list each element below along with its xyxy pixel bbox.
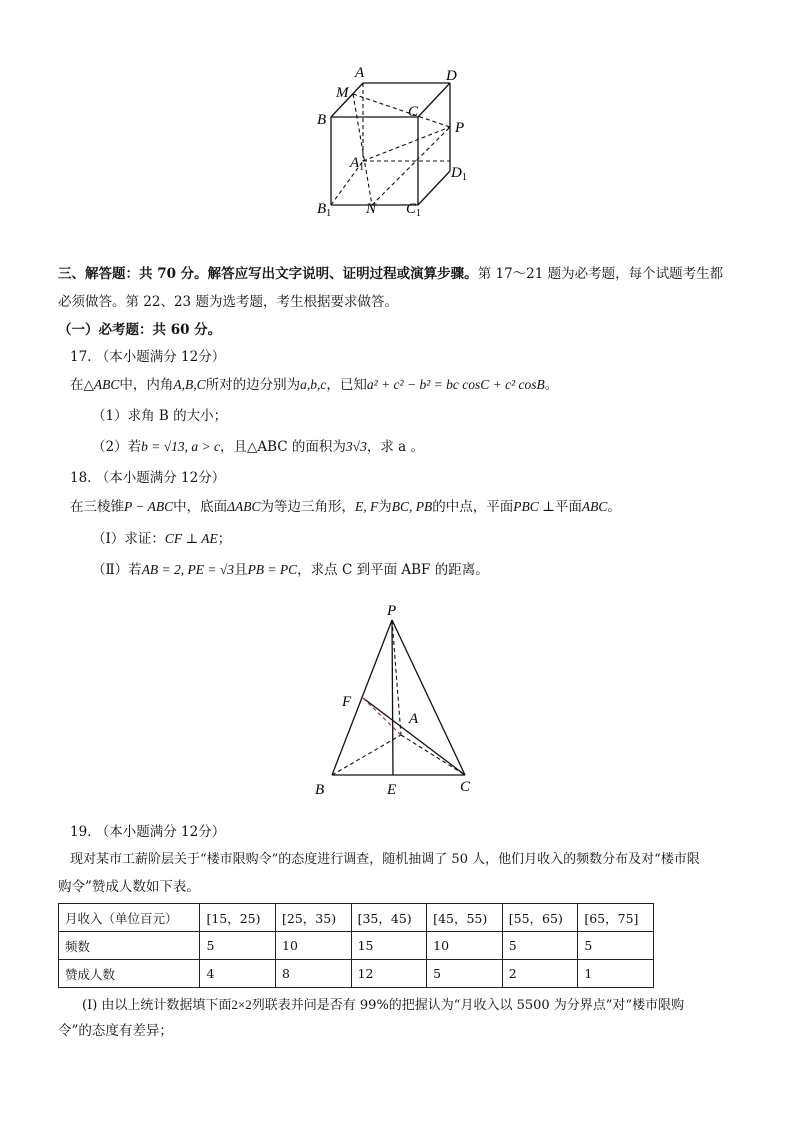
table-cell: 10 — [427, 932, 503, 960]
section-title-line — [58, 264, 723, 284]
q17-stem-tri: △ABC — [83, 377, 120, 392]
q18-stem-perp: PBC ⊥ — [513, 499, 555, 514]
q19-part1 — [82, 995, 684, 1016]
q18-stem-end: 。 — [607, 499, 621, 515]
q17-stem — [70, 375, 558, 395]
q17-p2-end: ，求 a 。 — [366, 439, 424, 455]
q18-stem — [70, 497, 621, 517]
pyramid-figure — [305, 598, 485, 803]
table-cell: 15 — [351, 932, 427, 960]
cube-label-p: P — [455, 120, 465, 136]
q19-line2: 购令”赞成人数如下表。 — [58, 879, 200, 895]
table-cell: 5 — [502, 932, 578, 960]
cube-label-m: M — [336, 85, 349, 101]
q18-stem-mid5: 平面 — [554, 499, 582, 515]
pyramid-label-p: P — [387, 603, 397, 619]
q18-stem-mid: 中，底面 — [173, 499, 228, 515]
q17-stem-mid3: ，已知 — [326, 377, 367, 393]
q18-stem-mid2: 为等边三角形， — [260, 499, 356, 515]
q18-p2-math: AB = 2, PE = √3 — [141, 562, 235, 577]
q18-p1-pre: （Ⅰ）求证： — [92, 531, 165, 547]
table-cell: [15，25) — [200, 904, 276, 932]
cube-label-b: B — [317, 112, 327, 128]
table-cell: 5 — [427, 960, 503, 988]
q17-stem-pre: 在 — [70, 377, 84, 393]
q18-p2-pre: （Ⅱ）若 — [92, 562, 142, 578]
q19-p1-math: 2×2 — [231, 997, 252, 1012]
q17-p2-cond: b = √13, a > c — [141, 439, 220, 454]
q17-stem-eq: a² + c² − b² = bc cosC + c² cosB — [366, 377, 545, 392]
table-cell: [45，55) — [427, 904, 503, 932]
table-row — [59, 904, 654, 932]
cube-figure — [300, 60, 500, 230]
q18-stem-mid3: 为 — [378, 499, 392, 515]
q17-stem-sides: a,b,c — [300, 377, 327, 392]
q19-p1-rest: 列联表并问是否有 99%的把握认为“月收入以 5500 为分界点”对“楼市限购 — [251, 998, 685, 1013]
table-cell: 12 — [351, 960, 427, 988]
q17-part2 — [92, 437, 424, 457]
table-row — [59, 960, 654, 988]
pyramid-label-b: B — [315, 782, 325, 798]
q18-stem-plane: ABC — [581, 499, 608, 514]
q17-stem-mid2: 所对的边分别为 — [205, 377, 301, 393]
table-cell: 5 — [200, 932, 276, 960]
table-cell: [35，45) — [351, 904, 427, 932]
cube-label-n: N — [366, 201, 377, 217]
frequency-table — [58, 903, 654, 988]
q19-line1: 现对某市工薪阶层关于“楼市限购令”的态度进行调查，随机抽调了 50 人，他们月收入的频数分布及对“楼市限 — [70, 852, 700, 867]
pyramid-label-e: E — [387, 782, 397, 798]
table-cell: 赞成人数 — [59, 960, 200, 988]
table-cell: 1 — [578, 960, 654, 988]
q17-part1: （1）求角 B 的大小； — [92, 408, 228, 424]
q18-p1-math: CF ⊥ AE — [164, 531, 218, 546]
q18-stem-pre: 在三棱锥 — [70, 499, 124, 515]
table-cell: [65，75] — [578, 904, 654, 932]
q18-stem-pts: E, F — [355, 499, 379, 514]
table-cell: 2 — [502, 960, 578, 988]
table-cell: 月收入（单位百元） — [59, 904, 200, 932]
q17-header: 17. （本小题满分 12分） — [70, 349, 226, 365]
cube-label-d1: $D_1$ — [451, 165, 467, 183]
q18-part1 — [92, 529, 231, 549]
cube-label-c: C — [408, 104, 419, 120]
table-cell: 5 — [578, 932, 654, 960]
q19-part1-line2: 令”的态度有差异； — [58, 1023, 173, 1039]
section-title: 三、解答题：共 70 分。解答应写出文字说明、证明过程或演算步骤。 — [58, 266, 478, 282]
table-cell: [25，35) — [276, 904, 352, 932]
pyramid-label-c: C — [460, 779, 471, 795]
pyramid-label-f: F — [342, 694, 352, 710]
table-cell: 频数 — [59, 932, 200, 960]
q18-p2-math2: PB = PC — [247, 562, 298, 577]
q18-p1-end: ； — [217, 531, 232, 547]
table-cell: 4 — [200, 960, 276, 988]
cube-label-d: D — [446, 68, 457, 84]
cube-label-a: A — [355, 65, 365, 81]
q18-p2-end: ，求点 C 到平面 ABF 的距离。 — [297, 562, 489, 578]
table-cell: 8 — [276, 960, 352, 988]
section-line2: 必须做答。第 22、23 题为选考题，考生根据要求做答。 — [58, 294, 398, 310]
q18-stem-mid4: 的中点，平面 — [432, 499, 514, 515]
q17-p2-pre: （2）若 — [92, 439, 142, 455]
table-cell: [55，65) — [502, 904, 578, 932]
q19-header: 19. （本小题满分 12分） — [70, 824, 226, 840]
q18-part2 — [92, 560, 489, 580]
section-title-rest: 第 17～21 题为必考题，每个试题考生都 — [477, 266, 724, 282]
table-cell: 10 — [276, 932, 352, 960]
q17-stem-angles: A,B,C — [173, 377, 206, 392]
q17-stem-mid: 中，内角 — [119, 377, 174, 393]
cube-label-a1: $A_1$ — [350, 155, 365, 173]
q18-stem-segs: BC, PB — [391, 499, 433, 514]
cube-label-c1: $C_1$ — [406, 201, 422, 219]
q18-stem-tri: ΔABC — [227, 499, 261, 514]
pyramid-label-a: A — [409, 711, 419, 727]
q19-p1-pre: (I) 由以上统计数据填下面 — [82, 998, 232, 1013]
q18-p2-mid: 且 — [234, 562, 248, 578]
q18-stem-pyr: P − ABC — [124, 499, 174, 514]
q17-stem-end: 。 — [544, 377, 559, 393]
q17-p2-mid: ，且△ABC 的面积为 — [219, 439, 346, 455]
q18-header: 18. （本小题满分 12分） — [70, 470, 226, 486]
part1-title: （一）必考题：共 60 分。 — [58, 322, 222, 338]
table-row — [59, 932, 654, 960]
q17-p2-area: 3√3 — [345, 439, 367, 454]
cube-label-b1: $B_1$ — [317, 201, 332, 219]
